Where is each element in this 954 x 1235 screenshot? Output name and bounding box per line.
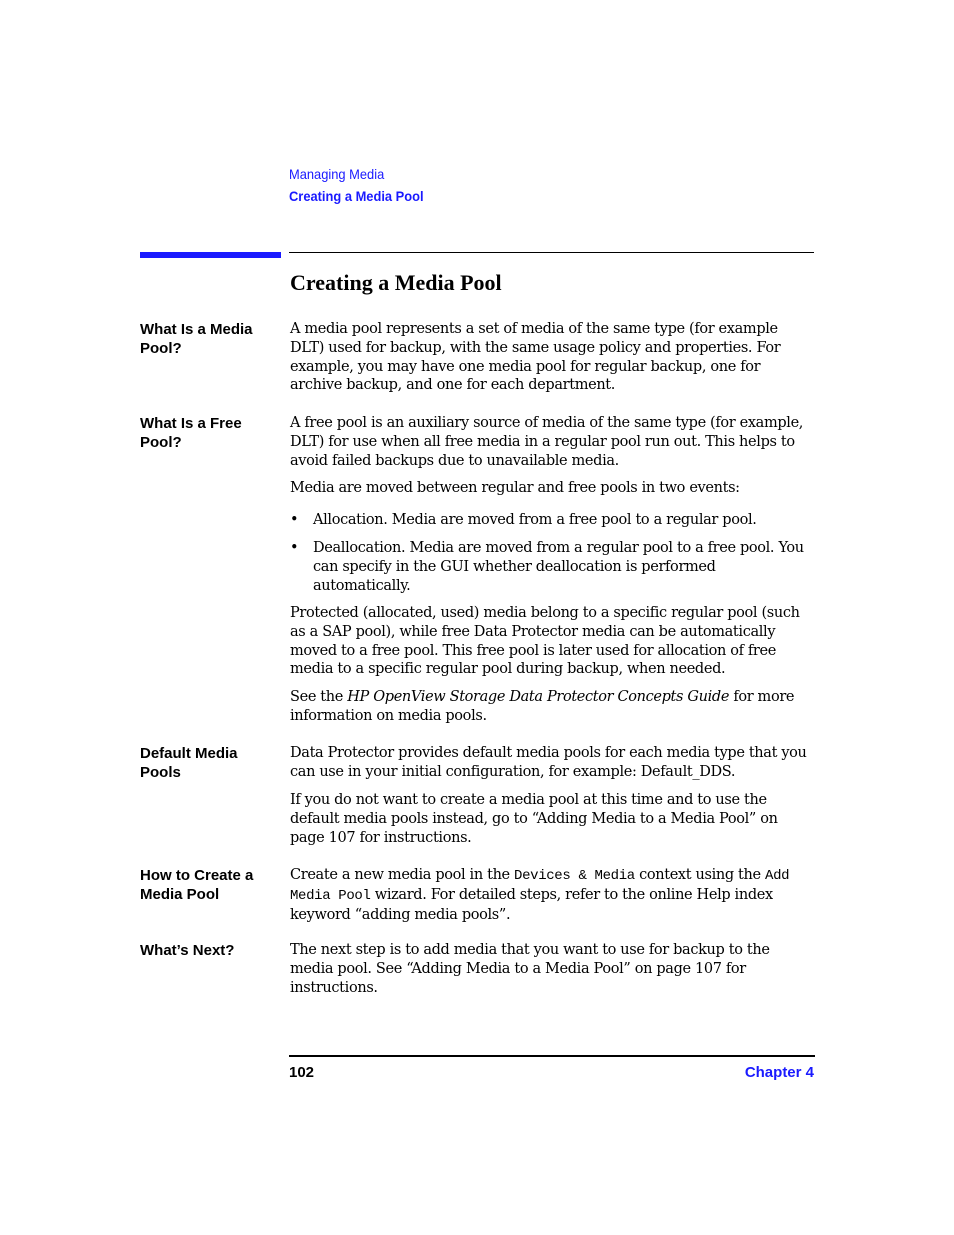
code-devices-media: Devices & Media <box>514 868 635 884</box>
paragraph: A media pool represents a set of media of the same type (for example DLT) used for backup, with the same usage policy and properties. For example, you may have one media pool for regular backup, one for archive backup, and one for each department. <box>290 321 781 394</box>
breadcrumb-section[interactable]: Creating a Media Pool <box>289 188 424 204</box>
free-pool-definition <box>290 414 815 470</box>
sidehead-default-media-pools <box>140 744 280 782</box>
default-pools-crossref[interactable] <box>290 791 815 847</box>
sidehead-whats-next <box>140 941 280 960</box>
sidehead-line: Pool? <box>140 340 182 357</box>
sidehead-how-to-create <box>140 866 280 904</box>
guide-title: HP OpenView Storage Data Protector Concepts Guide <box>347 689 730 705</box>
title-rule <box>289 252 814 253</box>
paragraph: Protected (allocated, used) media belong to a specific regular pool (such as a SAP pool), while free Data Protector media can be automatically moved to a free pool. This free pool is later used for allocation of free media to a specific regular pool during backup, when needed. <box>290 605 800 678</box>
breadcrumb-chapter[interactable]: Managing Media <box>289 166 385 182</box>
whats-next-paragraph[interactable] <box>290 941 815 997</box>
default-pools-paragraph <box>290 744 815 782</box>
sidehead-line: Pools <box>140 764 181 781</box>
chapter-link[interactable]: Chapter 4 <box>744 1064 814 1081</box>
paragraph: Media are moved between regular and free pools in two events: <box>290 480 740 496</box>
sidehead-what-is-free-pool <box>140 414 280 452</box>
bullet-symbol: • <box>290 540 299 556</box>
page-number: 102 <box>289 1064 315 1081</box>
sidehead-line: What’s Next? <box>140 942 235 959</box>
paragraph: Data Protector provides default media pools for each media type that you can use in your initial configuration, for example: Default_DDS. <box>290 745 807 780</box>
bullet-symbol: • <box>290 512 299 528</box>
footer-rule <box>289 1055 815 1057</box>
sidehead-line: Media Pool <box>140 886 220 903</box>
paragraph: A free pool is an auxiliary source of media of the same type (for example, DLT) for use when all free media in a regular pool run out. This helps to avoid failed backups due to unavailable media. <box>290 415 804 469</box>
paragraph <box>290 866 815 924</box>
sidehead-line: How to Create a <box>140 867 254 884</box>
sidehead-line: What Is a Media <box>140 321 253 338</box>
protected-media-paragraph <box>290 604 815 679</box>
section-accent-bar <box>140 252 281 258</box>
bullet-text: Deallocation. Media are moved from a regular pool to a free pool. You can specify in the GUI whether deallocation is performed automatically. <box>313 540 804 594</box>
paragraph <box>290 688 815 726</box>
page-title: Creating a Media Pool <box>290 270 502 295</box>
paragraph: The next step is to add media that you want to use for backup to the media pool. See “Adding Media to a Media Pool” on page 107 for instructions. <box>290 942 770 996</box>
text-run: wizard. For detailed steps, refer to the online Help index keyword “adding media pools”. <box>290 886 773 923</box>
sidehead-line: Pool? <box>140 434 182 451</box>
text-run: context using the <box>634 867 766 883</box>
media-pool-definition <box>290 320 815 395</box>
text-run: Create a new media pool in the <box>290 867 515 883</box>
text-run: See the <box>290 689 348 705</box>
text-run: for more information on media pools. <box>290 689 795 724</box>
sidehead-line: Default Media <box>140 745 238 762</box>
how-to-create-paragraph <box>290 866 815 924</box>
sidehead-what-is-media-pool <box>140 320 280 358</box>
concepts-guide-reference <box>290 688 815 726</box>
sidehead-line: What Is a Free <box>140 415 242 432</box>
paragraph: If you do not want to create a media pool at this time and to use the default media pools instead, go to “Adding Media to a Media Pool” on page 107 for instructions. <box>290 792 778 846</box>
code-add-media-pool: Add Media Pool <box>290 868 790 904</box>
free-pool-events-intro <box>290 479 815 498</box>
bullet-text: Allocation. Media are moved from a free pool to a regular pool. <box>313 512 757 528</box>
